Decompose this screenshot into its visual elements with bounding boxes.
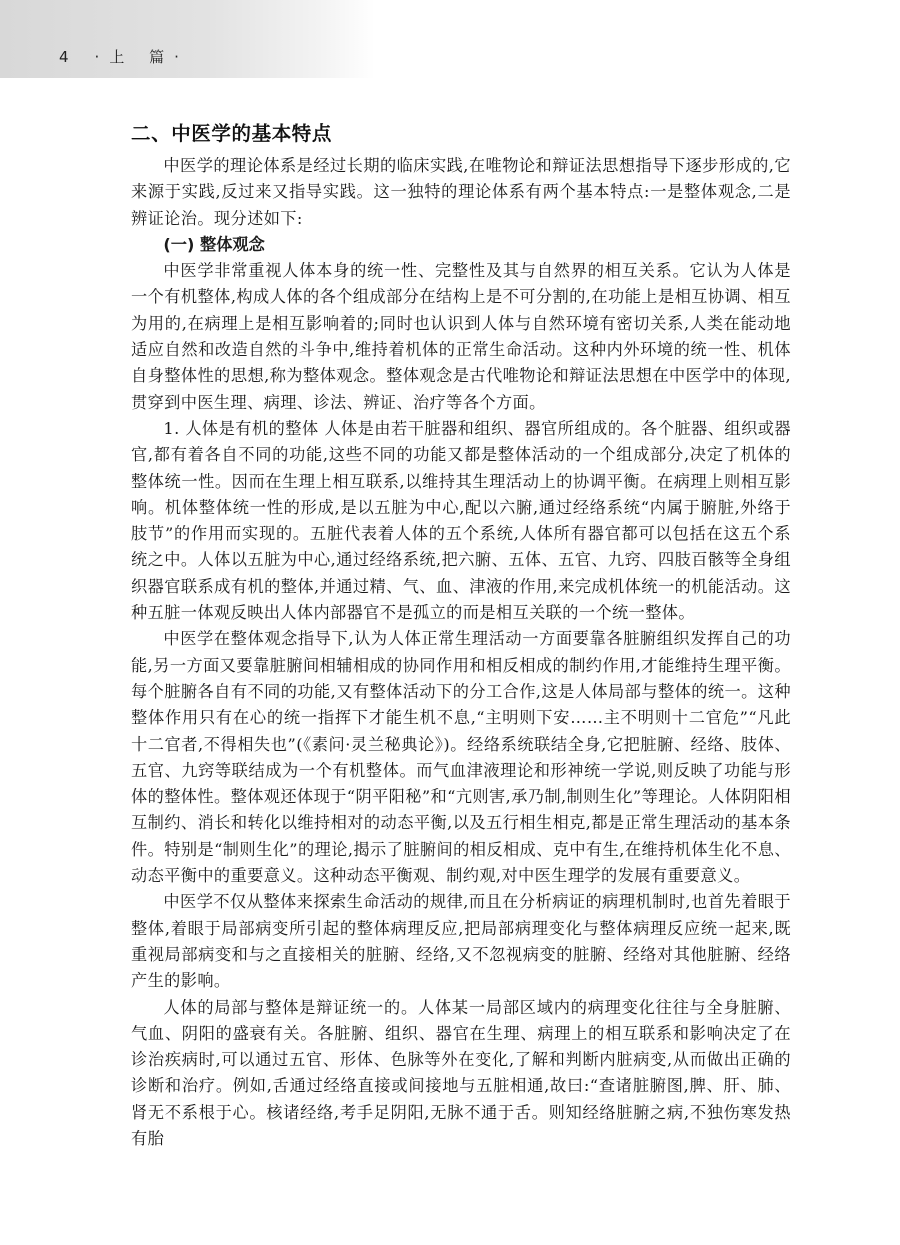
body-paragraph: 中医学不仅从整体来探索生命活动的规律,而且在分析病证的病理机制时,也首先着眼于整体,着眼于局部病变所引起的整体病理反应,把局部病理变化与整体病理反应统一起来,既重视局部病变和与之直接相关的脏腑、经络,又不忽视病变的脏腑、经络对其他脏腑、经络产生的影响。 bbox=[131, 892, 791, 991]
subsection-heading: (一) 整体观念 bbox=[163, 234, 265, 254]
page-number: 4 bbox=[59, 48, 69, 66]
running-header bbox=[59, 46, 189, 67]
running-title: ·上 篇· bbox=[94, 48, 189, 66]
body-paragraph: 中医学非常重视人体本身的统一性、完整性及其与自然界的相互关系。它认为人体是一个有机整体,构成人体的各个组成部分在结构上是不可分割的,在功能上是相互协调、相互为用的,在病理上是相互影响着的;同时也认识到人体与自然环境有密切关系,人类在能动地适应自然和改造自然的斗争中,维持着机体的正常生命活动。这种内外环境的统一性、机体自身整体性的思想,称为整体观念。整体观念是古代唯物论和辩证法思想在中医学中的体现,贯穿到中医生理、病理、诊法、辨证、治疗等各个方面。 bbox=[131, 261, 791, 412]
page-body bbox=[131, 118, 791, 1152]
intro-paragraph: 中医学的理论体系是经过长期的临床实践,在唯物论和辩证法思想指导下逐步形成的,它来源于实践,反过来又指导实践。这一独特的理论体系有两个基本特点:一是整体观念,二是辨证论治。现分述如下: bbox=[131, 156, 791, 228]
body-paragraph: 中医学在整体观念指导下,认为人体正常生理活动一方面要靠各脏腑组织发挥自己的功能,另一方面又要靠脏腑间相辅相成的协同作用和相反相成的制约作用,才能维持生理平衡。每个脏腑各自有不同的功能,又有整体活动下的分工合作,这是人体局部与整体的统一。这种整体作用只有在心的统一指挥下才能生机不息,“主明则下安……主不明则十二官危”“凡此十二官者,不得相失也”(《素问·灵兰秘典论》)。经络系统联结全身,它把脏腑、经络、肢体、五官、九窍等联结成为一个有机整体。而气血津液理论和形神统一学说,则反映了功能与形体的整体性。整体观还体现于“阴平阳秘”和“亢则害,承乃制,制则生化”等理论。人体阴阳相互制约、消长和转化以维持相对的动态平衡,以及五行相生相克,都是正常生理活动的基本条件。特别是“制则生化”的理论,揭示了脏腑间的相反相成、克中有生,在维持机体生化不息、动态平衡中的重要意义。这种动态平衡观、制约观,对中医生理学的发展有重要意义。 bbox=[131, 629, 791, 886]
body-paragraph: 人体的局部与整体是辩证统一的。人体某一局部区域内的病理变化往往与全身脏腑、气血、阴阳的盛衰有关。各脏腑、组织、器官在生理、病理上的相互联系和影响决定了在诊治疾病时,可以通过五官、形体、色脉等外在变化,了解和判断内脏病变,从而做出正确的诊断和治疗。例如,舌通过经络直接或间接地与五脏相通,故曰:“查诸脏腑图,脾、肝、肺、肾无不系根于心。核诸经络,考手足阴阳,无脉不通于舌。则知经络脏腑之病,不独伤寒发热有胎 bbox=[131, 997, 791, 1148]
section-title: 二、中医学的基本特点 bbox=[131, 122, 333, 145]
body-paragraph: 1. 人体是有机的整体 人体是由若干脏器和组织、器官所组成的。各个脏器、组织或器官,都有着各自不同的功能,这些不同的功能又都是整体活动的一个组成部分,决定了机体的整体统一性。因而在生理上相互联系,以维持其生理活动上的协调平衡。在病理上则相互影响。机体整体统一性的形成,是以五脏为中心,配以六腑,通过经络系统“内属于腑脏,外络于肢节”的作用而实现的。五脏代表着人体的五个系统,人体所有器官都可以包括在这五个系统之中。人体以五脏为中心,通过经络系统,把六腑、五体、五官、九窍、四肢百骸等全身组织器官联系成有机的整体,并通过精、气、血、津液的作用,来完成机体统一的机能活动。这种五脏一体观反映出人体内部器官不是孤立的而是相互关联的一个统一整体。 bbox=[131, 418, 791, 623]
